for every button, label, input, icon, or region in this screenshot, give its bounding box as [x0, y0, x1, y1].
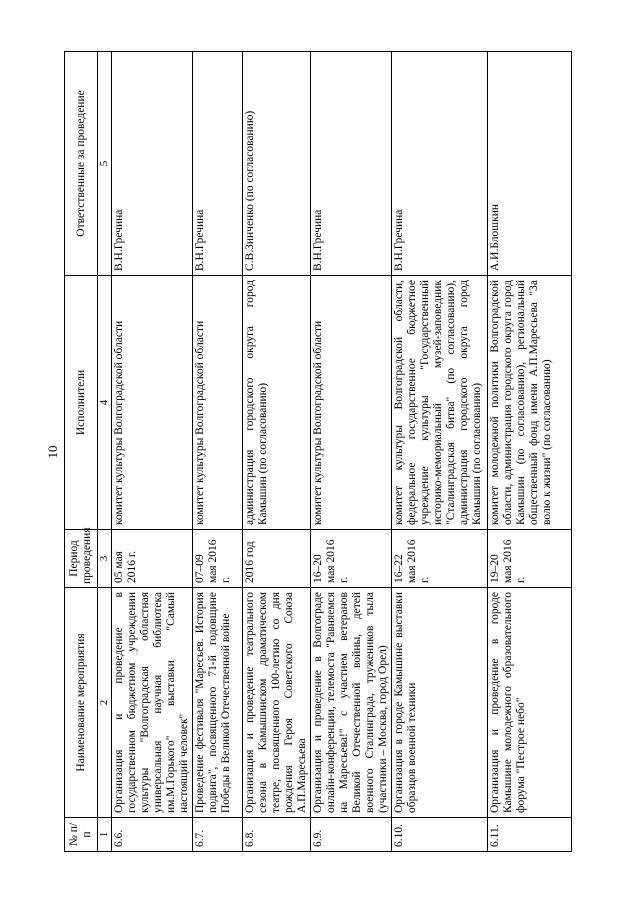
column-number: 4 — [98, 276, 112, 530]
row-number: 6.9. — [310, 818, 391, 852]
row-number: 6.7. — [192, 818, 242, 852]
table-header-row — [65, 52, 98, 852]
column-number: 3 — [98, 530, 112, 588]
event-name: Организация и проведение в государственном бюджетном учреждении культуры "Волгоградская областная универсальная научная библиотека им.М.Горького" выставки "Самый настоящий человек" — [112, 588, 193, 818]
column-number: 5 — [98, 52, 112, 276]
header-number: № п/п — [65, 818, 98, 852]
row-number: 6.11. — [487, 818, 571, 852]
row-number: 6.6. — [112, 818, 193, 852]
table-row — [112, 52, 193, 852]
event-responsible: В.Н.Гречина — [192, 52, 242, 276]
page-number: 10 — [45, 445, 60, 459]
header-executors: Исполнители — [65, 276, 98, 530]
column-number: 1 — [98, 818, 112, 852]
event-responsible: А.И.Блошкин — [487, 52, 571, 276]
event-period: 16–20 мая 2016 г. — [310, 530, 391, 588]
event-responsible: С.В.Зинченко (по согласованию) — [242, 52, 310, 276]
table-row — [310, 52, 391, 852]
header-responsible: Ответственные за проведение — [65, 52, 98, 276]
events-table — [64, 51, 572, 852]
header-event-name: Наименование мероприятия — [65, 588, 98, 818]
event-period: 07–09 мая 2016 г. — [192, 530, 242, 588]
row-number: 6.10. — [391, 818, 487, 852]
event-period: 2016 год — [242, 530, 310, 588]
table-row — [192, 52, 242, 852]
event-executors: комитет культуры Волгоградской области — [112, 276, 193, 530]
event-responsible: В.Н.Гречина — [112, 52, 193, 276]
table-row — [242, 52, 310, 852]
event-period: 19–20 мая 2016 г. — [487, 530, 571, 588]
event-executors: администрация городского округа город Камышин (по согласованию) — [242, 276, 310, 530]
event-responsible: В.Н.Гречина — [391, 52, 487, 276]
event-name: Организация и проведение театрального сезона в Камышинском драматическом театре, посвященного 100-летию со дня рождения Героя Советского Союза А.П.Маресьева — [242, 588, 310, 818]
event-executors: комитет культуры Волгоградской области, федеральное государственное бюджетное учреждение культуры "Государственный историко-мемориальный музей-заповедник "Сталинградская битва" (по согласованию), администрация городского округа город Камышин (по согласованию) — [391, 276, 487, 530]
column-numbers-row — [98, 52, 112, 852]
event-name: Организация и проведение в городе Камышине молодежного образовательного форума "Пестрое небо" — [487, 588, 571, 818]
event-name: Организация и проведение в Волгограде онлайн-конференции, телемоста "Равняемся на Маресьева!" с участием ветеранов Великой Отечественной войны, детей военного Сталинграда, тружеников тыла (участники – Москва, город Орел) — [310, 588, 391, 818]
column-number: 2 — [98, 588, 112, 818]
event-executors: комитет молодежной политики Волгоградской области, администрация городского округа город Камышин (по согласованию), региональный общественный фонд имени А.П.Маресьева "За волю к жизни" (по согласованию) — [487, 276, 571, 530]
event-name: Проведение фестиваля "Маресьев. История подвига", посвященного 71-й годовщине Победы в Великой Отечественной войне — [192, 588, 242, 818]
rotated-page — [64, 52, 596, 852]
table-row — [487, 52, 571, 852]
event-name: Организация в городе Камышине выставки образцов военной техники — [391, 588, 487, 818]
header-period: Период проведения — [65, 530, 98, 588]
event-executors: комитет культуры Волгоградской области — [310, 276, 391, 530]
table-row — [391, 52, 487, 852]
event-period: 16–22 мая 2016 г. — [391, 530, 487, 588]
event-period: 05 мая 2016 г. — [112, 530, 193, 588]
event-executors: комитет культуры Волгоградской области — [192, 276, 242, 530]
row-number: 6.8. — [242, 818, 310, 852]
event-responsible: В.Н.Гречина — [310, 52, 391, 276]
